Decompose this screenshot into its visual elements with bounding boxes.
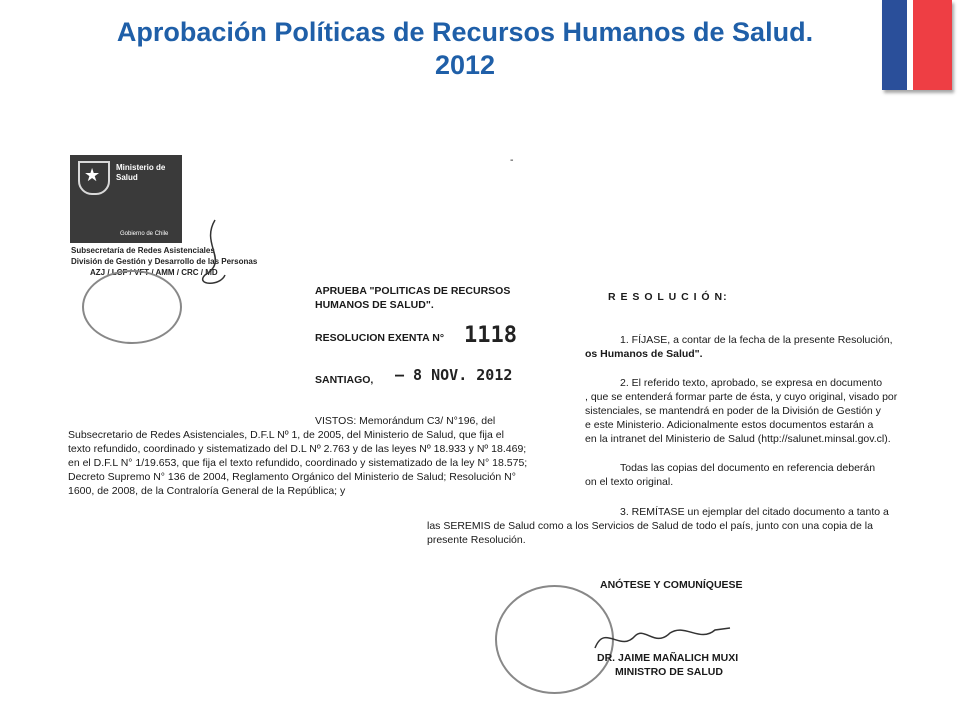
slide-title-line1: Aprobación Políticas de Recursos Humanos de Salud.: [116, 17, 814, 47]
dash-mark: -: [510, 154, 514, 166]
date-stamp: – 8 NOV. 2012: [395, 366, 513, 384]
item2-line-4: e este Ministerio. Adicionalmente estos documentos estarán a: [585, 419, 874, 431]
vistos-line-4: en el D.F.L N° 1/19.653, que fija el texto refundido, coordinado y sistematizado de la ley N° 18.575;: [68, 457, 528, 469]
resolution-number: 1118: [464, 323, 517, 348]
office-stamp: [82, 270, 182, 344]
logo-government-text: Gobierno de Chile: [120, 231, 169, 237]
santiago-label: SANTIAGO,: [315, 374, 374, 386]
vistos-line-2: Subsecretario de Redes Asistenciales, D.F.L Nº 1, de 2005, del Ministerio de Salud, que fija el: [68, 429, 504, 441]
header-line-3: AZJ / LCF / VFT / AMM / CRC / MD: [90, 268, 218, 277]
closing-text: ANÓTESE Y COMUNÍQUESE: [600, 579, 743, 591]
signer-name: DR. JAIME MAÑALICH MUXI: [597, 652, 739, 664]
approves-line-1: APRUEBA "POLITICAS DE RECURSOS: [315, 285, 511, 297]
item3-line-1: 3. REMÍTASE un ejemplar del citado documento a tanto a: [620, 506, 889, 518]
header-line-2: División de Gestión y Desarrollo de las Personas: [71, 257, 258, 266]
resolucion-heading: R E S O L U C I Ó N:: [608, 291, 728, 303]
resolution-label: RESOLUCION EXENTA N°: [315, 332, 445, 344]
signer-role: MINISTRO DE SALUD: [615, 666, 723, 678]
item1-line-2: os Humanos de Salud".: [585, 348, 703, 360]
item2-line-1: 2. El referido texto, aprobado, se expresa en documento: [620, 377, 883, 389]
copies-line-2: on el texto original.: [585, 476, 674, 488]
copies-line-1: Todas las copias del documento en referencia deberán: [620, 462, 876, 474]
vistos-line-6: 1600, de 2008, de la Contraloría General de la República; y: [68, 485, 346, 497]
item2-line-3: sistenciales, se mantendrá en poder de la División de Gestión y: [585, 405, 881, 417]
item3-line-3: presente Resolución.: [427, 534, 526, 546]
approves-line-2: HUMANOS DE SALUD".: [315, 299, 434, 311]
slide-title-line2: 2012: [434, 50, 496, 80]
vistos-line-3: texto refundido, coordinado y sistematizado del D.L Nº 2.763 y de las leyes Nº 18.933 y Nº 18.469;: [68, 443, 527, 455]
item2-line-2: , que se entenderá formar parte de ésta, y cuyo original, visado por: [585, 391, 898, 403]
ministry-logo: [70, 155, 182, 243]
header-line-1: Subsecretaría de Redes Asistenciales: [71, 246, 215, 255]
vistos-line-5: Decreto Supremo N° 136 de 2004, Reglamento Orgánico del Ministerio de Salud; Resolución N°: [68, 471, 516, 483]
logo-ministry-text: Ministerio de Salud: [116, 163, 166, 182]
item2-line-5: en la intranet del Ministerio de Salud (http://salunet.minsal.gov.cl).: [585, 433, 891, 445]
star-icon: ★: [84, 165, 101, 185]
item1-line-1: 1. FÍJASE, a contar de la fecha de la presente Resolución,: [620, 334, 893, 346]
initials-signature: [180, 215, 240, 295]
item3-line-2: las SEREMIS de Salud como a los Servicios de Salud de todo el país, junto con una copia de la: [427, 520, 873, 532]
vistos-line-1: VISTOS: Memorándum C3/ N°196, del: [315, 415, 496, 427]
